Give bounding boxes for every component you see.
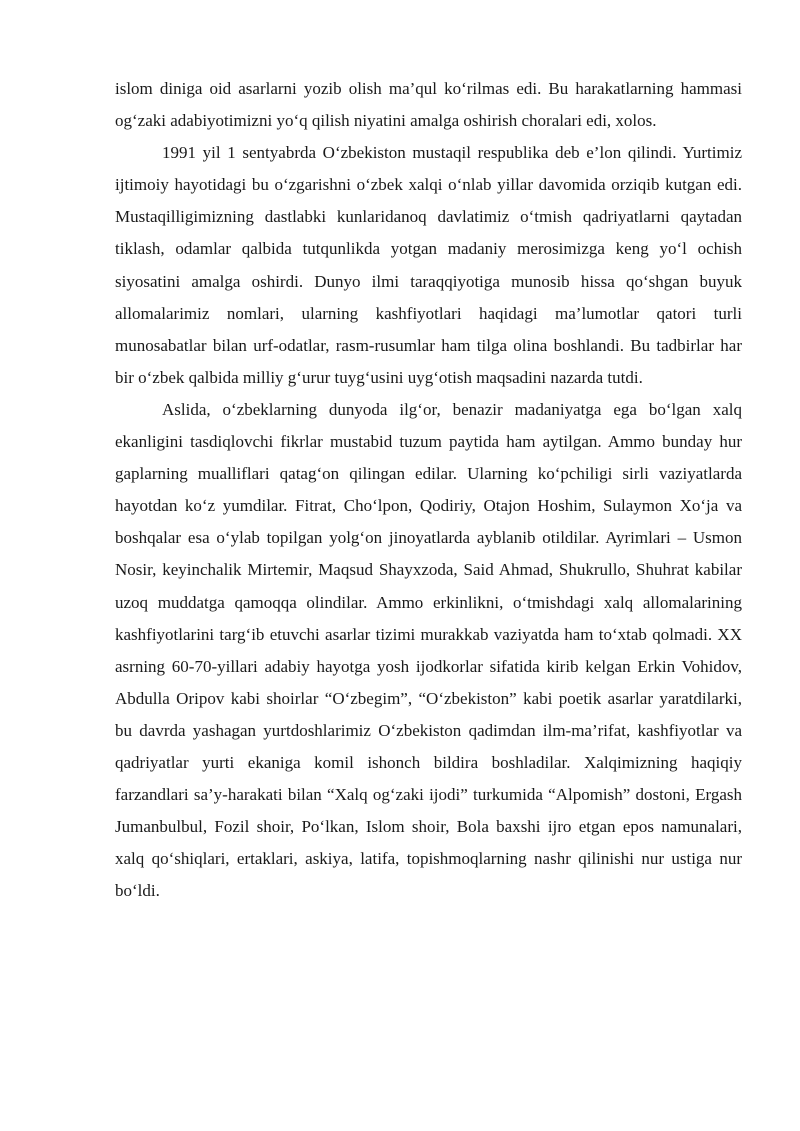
paragraph-continuation: islom diniga oid asarlarni yozib olish ma’qul ko‘rilmas edi. Bu harakatlarning hammasi og‘zaki adabiyotimizni yo‘q qilish niyatini amalga oshirish choralari edi, xolos. <box>115 79 742 131</box>
paragraph-history: Aslida, o‘zbeklarning dunyoda ilg‘or, benazir madaniyatga ega bo‘lgan xalq ekanligini tasdiqlovchi fikrlar mustabid tuzum paytida ham aytilgan. Ammo bunday hur gaplarning mualliflari qatag‘on qilingan edilar. Ularning ko‘pchiligi sirli vaziyatlarda hayotdan ko‘z yumdilar. Fitrat, Cho‘lpon, Qodiriy, Otajon Hoshim, Sulaymon Xo‘ja va boshqalar esa o‘ylab topilgan yolg‘on jinoyatlarda ayblanib otildilar. Ayrimlari – Usmon Nosir, keyinchalik Mirtemir, Maqsud Shayxzoda, Said Ahmad, Shukrullo, Shuhrat kabilar uzoq muddatga qamoqqa olindilar. Ammo erkinlikni, o‘tmishdagi xalq allomalarining kashfiyotlarini targ‘ib etuvchi asarlar tizimi murakkab vaziyatda ham to‘xtab qolmadi. XX asrning 60-70-yillari adabiy hayotga yosh ijodkorlar sifatida kirib kelgan Erkin Vohidov, Abdulla Oripov kabi shoirlar “O‘zbegim”, “O‘zbekiston” kabi poetik asarlar yaratdilarki, bu davrda yashagan yurtdoshlarimiz O‘zbekiston qadimdan ilm-ma’rifat, kashfiyotlar va qadriyatlar yurti ekaniga komil ishonch bildira boshladilar. Xalqimizning haqiqiy farzandlari sa’y-harakati bilan “Xalq og‘zaki ijodi” turkumida “Alpomish” dostoni, Ergash Jumanbulbul, Fozil shoir, Po‘lkan, Islom shoir, Bola baxshi ijro etgan epos namunalari, xalq qo‘shiqlari, ertaklari, askiya, latifa, topishmoqlarning nashr qilinishi nur ustiga nur bo‘ldi. <box>115 399 742 901</box>
paragraph-independence: 1991 yil 1 sentyabrda O‘zbekiston mustaqil respublika deb e’lon qilindi. Yurtimiz ijtimoiy hayotidagi bu o‘zgarishni o‘zbek xalqi o‘nlab yillar davomida orziqib kutgan edi. Mustaqilligimizning dastlabki kunlaridanoq davlatimiz o‘tmish qadriyatlarni qaytadan tiklash, odamlar qalbida tutqunlikda yotgan madaniy merosimizga keng yo‘l ochish siyosatini amalga oshirdi. Dunyo ilmi taraqqiyotiga munosib hissa qo‘shgan buyuk allomalarimiz nomlari, ularning kashfiyotlari haqidagi ma’lumotlar qatori turli munosabatlar bilan urf-odatlar, rasm-rusumlar ham tilga olina boshlandi. Bu tadbirlar har bir o‘zbek qalbida milliy g‘urur tuyg‘usini uyg‘otish maqsadini nazarda tutdi. <box>115 143 742 387</box>
document-page <box>115 73 742 907</box>
